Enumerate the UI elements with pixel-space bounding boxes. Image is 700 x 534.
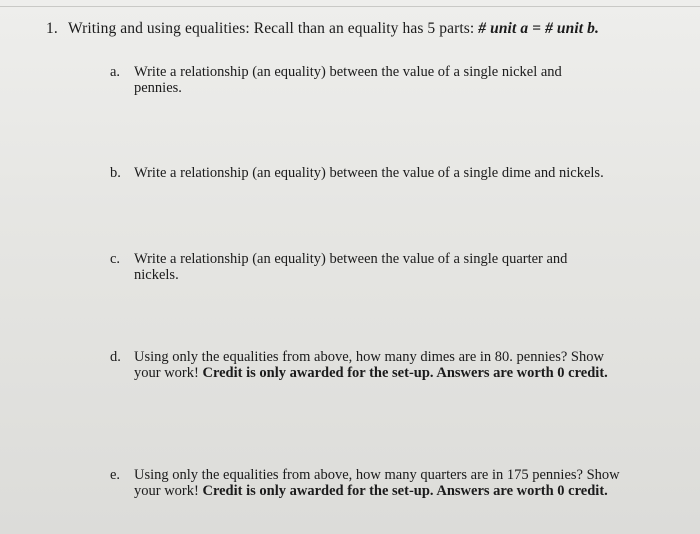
part-prompt: Using only the equalities from above, how many dimes are in 80. pennies? Show your work! bbox=[134, 349, 604, 381]
part-letter: b. bbox=[110, 165, 121, 181]
part-text bbox=[134, 349, 626, 381]
part-prompt: Write a relationship (an equality) between the value of a single dime and nickels. bbox=[134, 165, 604, 181]
part-prompt: Write a relationship (an equality) between the value of a single quarter and nickels. bbox=[134, 251, 568, 283]
part-letter: c. bbox=[110, 251, 121, 267]
question-1 bbox=[46, 20, 599, 38]
part-letter: a. bbox=[110, 64, 121, 80]
part-credit-note: Credit is only awarded for the set-up. Answers are worth 0 credit. bbox=[202, 483, 608, 499]
part-prompt: Write a relationship (an equality) between the value of a single nickel and pennies. bbox=[134, 64, 562, 96]
part-letter: e. bbox=[110, 467, 121, 483]
part-d bbox=[110, 349, 650, 381]
part-text bbox=[134, 251, 594, 283]
equality-form: # unit a = # unit b. bbox=[478, 20, 599, 37]
part-e bbox=[110, 467, 650, 499]
part-c bbox=[110, 251, 650, 283]
page-top-rule bbox=[0, 6, 700, 7]
part-b bbox=[110, 165, 650, 181]
question-lead-text: Writing and using equalities: Recall than an equality has 5 parts: bbox=[68, 20, 479, 37]
part-text bbox=[134, 467, 624, 499]
part-a bbox=[110, 64, 650, 96]
part-credit-note: Credit is only awarded for the set-up. Answers are worth 0 credit. bbox=[202, 365, 608, 381]
part-text bbox=[134, 64, 600, 96]
question-number: 1. bbox=[46, 20, 58, 37]
part-letter: d. bbox=[110, 349, 121, 365]
part-text bbox=[134, 165, 650, 181]
part-prompt: Using only the equalities from above, how many quarters are in 175 pennies? Show your work! bbox=[134, 467, 620, 499]
